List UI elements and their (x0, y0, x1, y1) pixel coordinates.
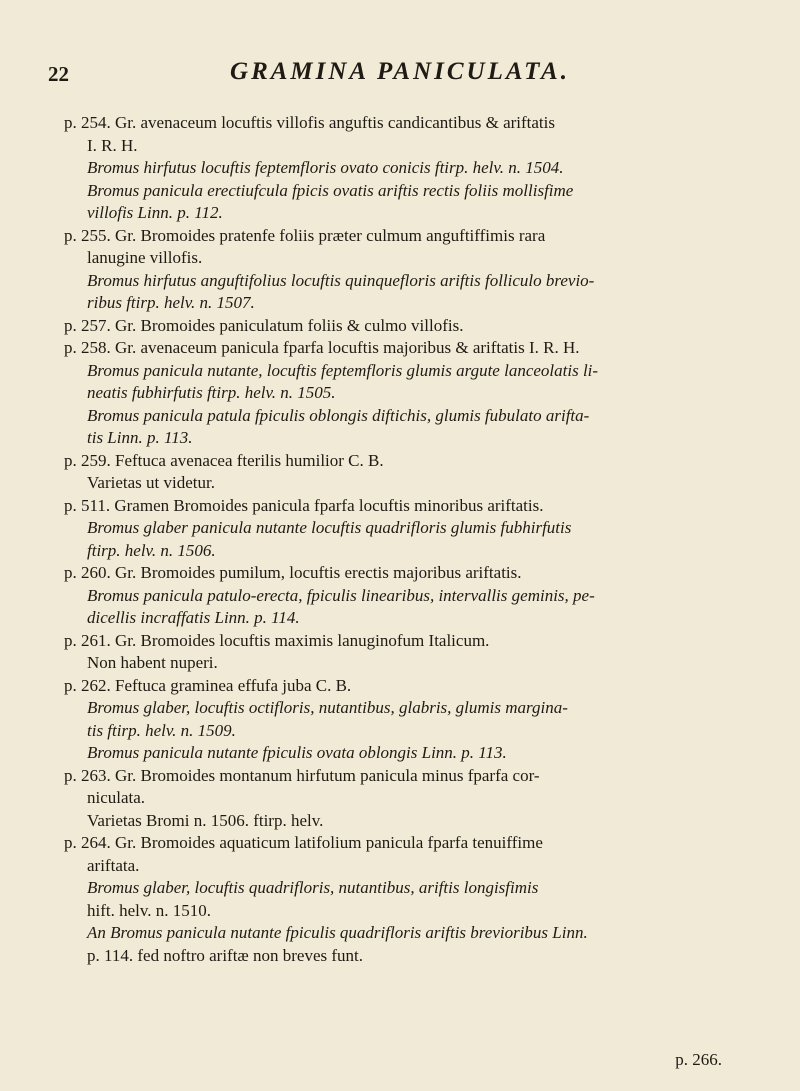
entry (64, 765, 736, 833)
entry-line: ariftata. (87, 855, 140, 875)
entry-line: lanugine villofis. (87, 248, 203, 267)
entry-line: dicellis incraffatis Linn. p. 114. (87, 608, 300, 627)
entry (64, 832, 736, 967)
entry-line: p. 264. Gr. Bromoides aquaticum latifolium panicula fparfa tenuiffime (64, 833, 543, 852)
entry-line: p. 258. Gr. avenaceum panicula fparfa locuftis majoribus & ariftatis I. R. H. (64, 338, 580, 357)
entry-line: Varietas Bromi n. 1506. ftirp. helv. (87, 810, 324, 830)
entry-line: ftirp. helv. n. 1506. (87, 540, 216, 560)
entry-line: hift. helv. n. 1510. (87, 900, 212, 920)
entry (64, 315, 736, 338)
entry (64, 562, 736, 630)
entry-line: An Bromus panicula nutante fpiculis quadrifloris ariftis brevioribus Linn. (87, 923, 588, 942)
entry-line: p. 261. Gr. Bromoides locuftis maximis lanuginofum Italicum. (64, 630, 490, 650)
entry-line: Bromus panicula patula fpiculis oblongis diftichis, glumis fubulato arifta- (87, 405, 590, 425)
running-title: GRAMINA PANICULATA. (230, 58, 570, 85)
page-body (64, 112, 736, 967)
entry-line: p. 259. Feftuca avenacea fterilis humilior C. B. (64, 450, 384, 470)
entry-line: Varietas ut videtur. (87, 473, 215, 492)
entry-line: p. 254. Gr. avenaceum locuftis villofis anguftis candicantibus & ariftatis (64, 113, 555, 132)
entry-line: p. 262. Feftuca graminea effufa juba C. B. (64, 675, 352, 695)
entry-line: Bromus glaber panicula nutante locuftis quadrifloris glumis fubhirfutis (87, 518, 572, 537)
entry-line: Bromus glaber, locuftis octifloris, nutantibus, glabris, glumis margina- (87, 698, 568, 717)
entry-line: Bromus panicula erectiufcula fpicis ovatis ariftis rectis foliis mollisfime (87, 180, 574, 200)
entry-line: p. 257. Gr. Bromoides paniculatum foliis & culmo villofis. (64, 315, 464, 335)
entry-line: p. 260. Gr. Bromoides pumilum, locuftis erectis majoribus ariftatis. (64, 563, 522, 582)
entry-line: p. 263. Gr. Bromoides montanum hirfutum panicula minus fparfa cor- (64, 765, 540, 785)
entry-line: ribus ftirp. helv. n. 1507. (87, 293, 255, 312)
entry-line: Bromus glaber, locuftis quadrifloris, nutantibus, ariftis longisfimis (87, 878, 539, 897)
entry-line: niculata. (87, 788, 146, 807)
entry-line: p. 255. Gr. Bromoides pratenfe foliis præter culmum anguftiffimis rara (64, 225, 546, 245)
entry-line: tis ftirp. helv. n. 1509. (87, 720, 236, 740)
entry-line: Bromus hirfutus anguftifolius locuftis quinquefloris ariftis folliculo brevio- (87, 270, 595, 290)
entry (64, 225, 736, 315)
page-number: 22 (48, 62, 69, 86)
entry-line: Non habent nuperi. (87, 653, 218, 672)
entry-line: tis Linn. p. 113. (87, 428, 193, 447)
entry-line: I. R. H. (87, 135, 138, 155)
entry (64, 630, 736, 675)
entry-line: p. 114. fed noftro ariftæ non breves funt. (87, 945, 364, 965)
entry-line: Bromus hirfutus locuftis feptemfloris ovato conicis ftirp. helv. n. 1504. (87, 158, 564, 177)
entry (64, 495, 736, 563)
entry-line: villofis Linn. p. 112. (87, 203, 223, 222)
page-header (48, 58, 752, 90)
entry-line: Bromus panicula patulo-erecta, fpiculis linearibus, intervallis geminis, pe- (87, 585, 595, 605)
entry-line: Bromus panicula nutante, locuftis feptemfloris glumis argute lanceolatis li- (87, 360, 599, 380)
entry-line: p. 511. Gramen Bromoides panicula fparfa locuftis minoribus ariftatis. (64, 495, 544, 515)
entry (64, 675, 736, 765)
entry (64, 112, 736, 225)
catchword: p. 266. (675, 1050, 722, 1069)
entry-line: Bromus panicula nutante fpiculis ovata oblongis Linn. p. 113. (87, 743, 507, 762)
entry (64, 337, 736, 450)
entry-line: neatis fubhirfutis ftirp. helv. n. 1505. (87, 383, 336, 402)
entry (64, 450, 736, 495)
